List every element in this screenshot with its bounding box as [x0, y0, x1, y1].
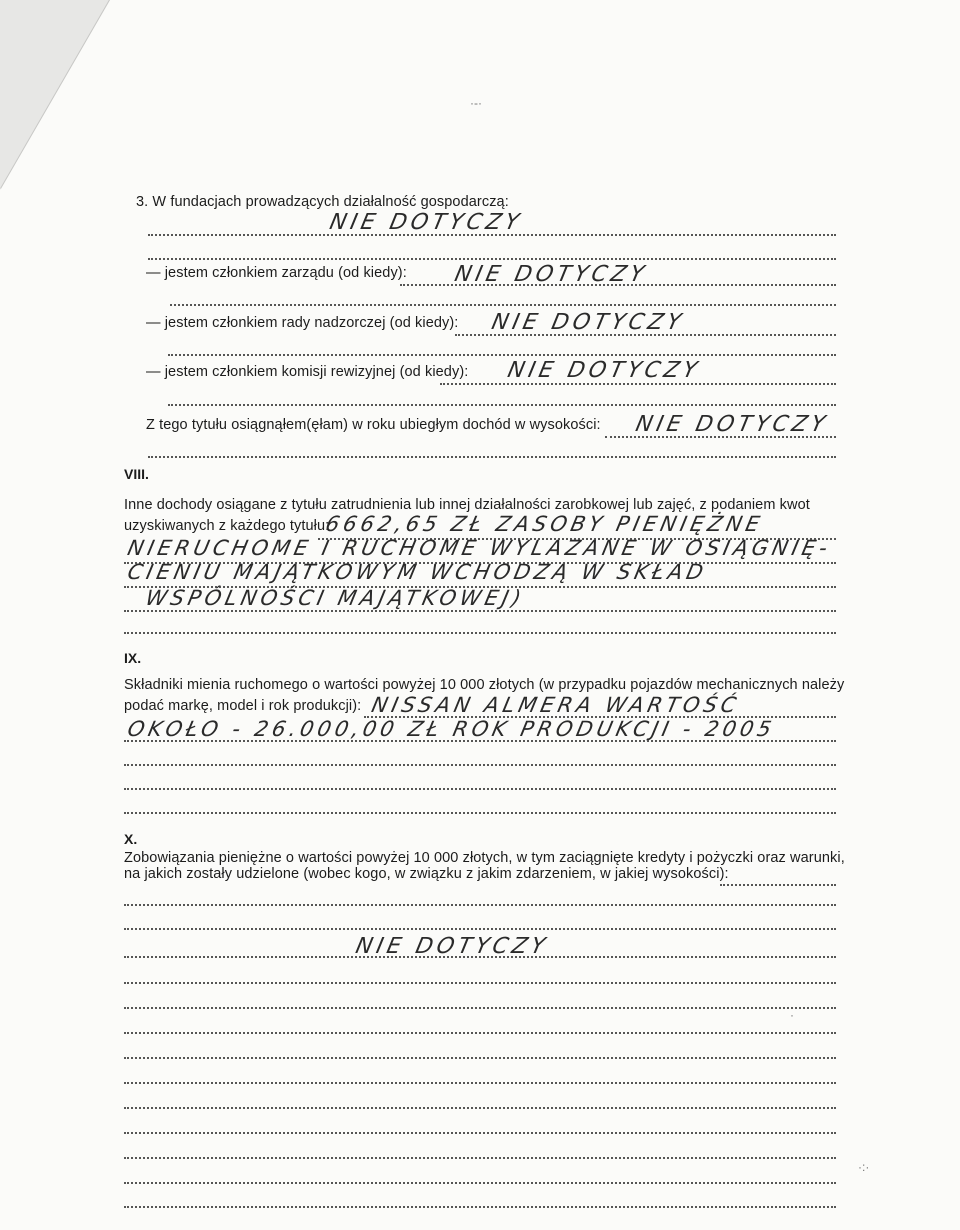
dotted-line — [148, 258, 836, 260]
dotted-line — [124, 928, 836, 930]
dotted-line — [124, 1206, 836, 1208]
dotted-line — [124, 740, 836, 742]
section9-text-line1: Składniki mienia ruchomego o wartości powyżej 10 000 złotych (w przypadku pojazdów mechanicznych należy — [124, 677, 845, 693]
section9-answer-line2: OKOŁO - 26.000,00 ZŁ ROK PRODUKCJI - 2005 — [125, 717, 778, 741]
section8-number: VIII. — [124, 466, 149, 482]
dotted-line — [124, 610, 836, 612]
dotted-line — [168, 354, 836, 356]
supervisory-board-label: — jestem członkiem rady nadzorczej (od kiedy): — [146, 315, 459, 331]
section10-answer: NIE DOTYCZY — [353, 934, 552, 959]
dotted-line — [124, 1107, 836, 1109]
audit-committee-label: — jestem członkiem komisji rewizyjnej (od kiedy): — [146, 364, 469, 380]
dotted-line — [124, 812, 836, 814]
section10-text-line2: na jakich zostały udzielone (wobec kogo, w związku z jakim zdarzeniem, w jakiej wysokości): — [124, 866, 729, 882]
section3-heading: 3. W fundacjach prowadzących działalność gospodarczą: — [136, 194, 509, 210]
dotted-line — [124, 956, 836, 958]
section8-answer-line4: WSPÓLNOŚCI MAJĄTKOWEJ) — [143, 586, 528, 610]
scan-speck: ·:· — [858, 1160, 870, 1174]
dotted-line — [124, 982, 836, 984]
section8-answer-line3: CIENIU MAJĄTKOWYM WCHODZĄ W SKŁAD — [125, 560, 710, 584]
dotted-line — [124, 1132, 836, 1134]
section8-answer-line2: NIERUCHOME I RUCHOME WYLAZANE W OSIĄGNIĘ- — [125, 536, 834, 560]
dotted-line — [124, 764, 836, 766]
board-member-answer: NIE DOTYCZY — [452, 262, 651, 287]
section10-text-line1: Zobowiązania pieniężne o wartości powyżej 10 000 złotych, w tym zaciągnięte kredyty i pożyczki oraz warunki, — [124, 850, 845, 866]
income-answer: NIE DOTYCZY — [633, 412, 832, 437]
income-label: Z tego tytułu osiągnąłem(ęłam) w roku ubiegłym dochód w wysokości: — [146, 417, 601, 433]
audit-committee-answer: NIE DOTYCZY — [505, 358, 704, 383]
dotted-line — [124, 632, 836, 634]
supervisory-board-answer: NIE DOTYCZY — [489, 310, 688, 335]
section10-number: X. — [124, 831, 138, 847]
dotted-line — [124, 1032, 836, 1034]
section9-number: IX. — [124, 650, 142, 666]
scan-speck: ·-· — [470, 96, 482, 110]
dotted-line — [148, 234, 836, 236]
dotted-line — [124, 1007, 836, 1009]
scan-speck: · — [790, 1008, 794, 1022]
section9-text-line2: podać markę, model i rok produkcji): — [124, 698, 362, 714]
section3-handwritten-answer: NIE DOTYCZY — [327, 210, 526, 235]
board-member-label: — jestem członkiem zarządu (od kiedy): — [146, 265, 407, 281]
section8-text-line1: Inne dochody osiągane z tytułu zatrudnienia lub innej działalności zarobkowej lub zajęć, z podaniem kwot — [124, 497, 810, 513]
section8-answer-line1: 6662,65 ZŁ ZASOBY PIENIĘŻNE — [323, 512, 766, 536]
section9-answer-line1: NISSAN ALMERA WARTOŚĆ — [369, 693, 743, 717]
dotted-line — [124, 1157, 836, 1159]
dotted-line — [168, 404, 836, 406]
dotted-line — [170, 304, 836, 306]
dotted-line — [124, 788, 836, 790]
dotted-line — [124, 904, 836, 906]
dotted-line — [440, 383, 836, 385]
dotted-line — [124, 1182, 836, 1184]
section8-text-line2: uzyskiwanych z każdego tytułu: — [124, 518, 330, 534]
dotted-line — [124, 1057, 836, 1059]
dotted-line — [124, 1082, 836, 1084]
dotted-line — [720, 884, 836, 886]
dotted-line — [148, 456, 836, 458]
